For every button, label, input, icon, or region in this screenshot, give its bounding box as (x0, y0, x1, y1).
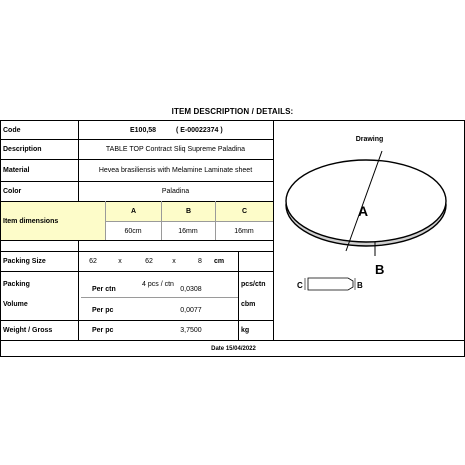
color-value: Paladina (161, 187, 190, 195)
color-label: Color (3, 187, 22, 195)
item-details-sheet (0, 120, 465, 357)
weight-unit: kg (241, 326, 250, 334)
dimension-b-header: B (162, 202, 215, 221)
thickness-label: B (375, 262, 385, 277)
dimension-c-header: C (216, 202, 273, 221)
volume-per-ctn-label: Per ctn (92, 285, 116, 293)
volume-per-pc-value: 0,0077 (180, 306, 202, 314)
material-value: Hevea brasiliensis with Melamine Laminate sheet (98, 166, 253, 174)
packing-value: 4 pcs / ctn (142, 280, 174, 288)
dimension-b-value: 16mm (178, 227, 198, 235)
description-label: Description (3, 145, 42, 153)
table-top-drawing (273, 146, 465, 336)
weight-label: Weight / Gross (3, 326, 53, 334)
weight-per-pc-label: Per pc (92, 326, 114, 334)
packing-label: Packing (3, 280, 30, 288)
packing-size-unit: cm (214, 257, 225, 265)
document-date: Date 15/04/2022 (211, 345, 256, 352)
description-value: TABLE TOP Contract Sliq Supreme Paladina (105, 145, 246, 153)
material-label: Material (3, 166, 30, 174)
packing-width: 62 (89, 257, 97, 265)
profile-c-label: C (297, 281, 303, 290)
dimension-c-value: 16mm (234, 227, 254, 235)
code-reference: ( E-00022374 ) (176, 126, 223, 134)
volume-per-ctn-value: 0,0308 (180, 285, 202, 293)
edge-profile (308, 278, 353, 290)
drawing-label: Drawing (355, 135, 384, 143)
code-value: E100,58 (130, 126, 157, 134)
volume-unit: cbm (241, 300, 256, 308)
packing-size-separator: x (118, 257, 122, 265)
packing-depth: 62 (145, 257, 153, 265)
packing-unit: pcs/ctn (241, 280, 266, 288)
packing-size-label: Packing Size (3, 257, 46, 265)
item-dimensions-label: Item dimensions (1, 202, 105, 240)
weight-value: 3,7500 (180, 326, 202, 334)
volume-per-pc-label: Per pc (92, 306, 114, 314)
packing-height: 8 (198, 257, 202, 265)
document-title: ITEM DESCRIPTION / DETAILS: (171, 107, 294, 116)
diameter-label: A (358, 203, 369, 219)
table-top-surface (286, 160, 446, 242)
dimension-a-header: A (106, 202, 161, 221)
code-label: Code (3, 126, 21, 134)
profile-b-label: B (357, 281, 363, 290)
volume-label: Volume (3, 300, 28, 308)
dimension-a-value: 60cm (124, 227, 142, 235)
packing-size-separator: x (172, 257, 176, 265)
